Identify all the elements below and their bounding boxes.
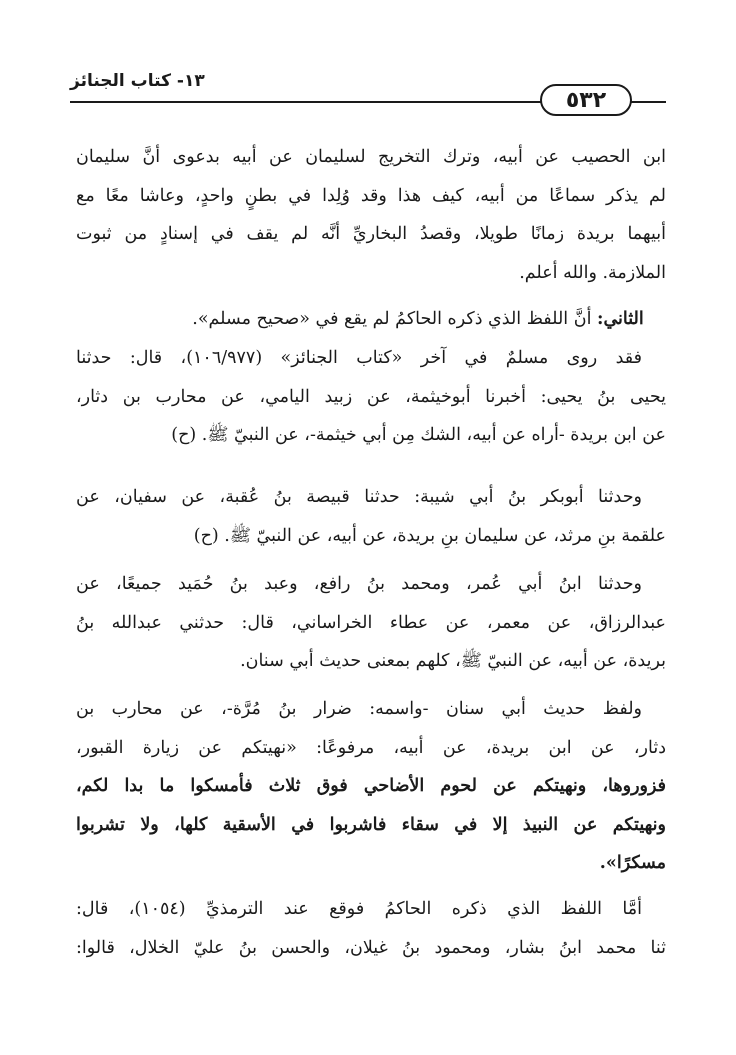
paragraph-2 — [76, 300, 666, 339]
heading-second: الثاني: — [597, 309, 644, 329]
hadith-text-line: فزوروها، ونهيتكم عن لحوم الأضاحي فوق ثلاث فأمسكوا ما بدا لكم، — [76, 776, 666, 796]
text-line: دثار، عن ابن بريدة، عن أبيه، مرفوعًا: «نهيتكم عن زيارة القبور، — [76, 737, 666, 758]
paragraph-1 — [76, 138, 666, 292]
text-line: لم يذكر سماعًا من أبيه، كيف هذا وقد وُلِدا في بطنٍ واحدٍ، وعاشا معًا مع — [76, 185, 666, 206]
text-line: عن ابن بريدة -أراه عن أبيه، الشك مِن أبي خيثمة-، عن النبيّ ﷺ. (ح) — [171, 425, 666, 445]
hadith-text-line: مسكرًا». — [599, 853, 666, 873]
text-line: أبيهما بريدة زمانًا طويلا، وقصدُ البخاريِّ أنَّه لم يقف في إسنادٍ من ثبوت — [76, 224, 666, 244]
text-line: عبدالرزاق، عن معمر، عن عطاء الخراساني، قال: حدثني عبدالله بنُ — [76, 612, 666, 633]
text-line: يحيى بنُ يحيى: أخبرنا أبوخيثمة، عن زبيد اليامي، عن محارب بن دثار، — [76, 386, 666, 407]
text-line: علقمة بنِ مرثد، عن سليمان بنِ بريدة، عن أبيه، عن النبيّ ﷺ. (ح) — [193, 525, 666, 546]
paragraph-3 — [76, 339, 666, 455]
text-line: أمَّا اللفظ الذي ذكره الحاكمُ فوقع عند الترمذيِّ (١٠٥٤)، قال: — [76, 899, 642, 919]
text-line: وحدثنا ابنُ أبي عُمر، ومحمد بنُ رافع، وعبد بنُ حُمَيد جميعًا، عن — [76, 574, 642, 594]
text-line: ثنا محمد ابنُ بشار، ومحمود بنُ غيلان، والحسن بنُ عليّ الخلال، قالوا: — [76, 937, 666, 958]
page-number: ٥٣٢ — [540, 84, 632, 116]
text-line: وحدثنا أبوبكر بنُ أبي شيبة: حدثنا قبيصة بنُ عُقبة، عن سفيان، عن — [76, 487, 642, 507]
text-line: بريدة، عن أبيه، عن النبيّ ﷺ، كلهم بمعنى حديث أبي سنان. — [240, 651, 666, 671]
text-line: فقد روى مسلمٌ في آخر «كتاب الجنائز» (١٠٦/٩٧٧)، قال: حدثنا — [76, 348, 642, 368]
paragraph-5 — [76, 565, 666, 681]
text-line: ابن الحصيب عن أبيه، وترك التخريج لسليمان عن أبيه بدعوى أنَّ سليمان — [76, 147, 666, 167]
text-line: ولفظ حديث أبي سنان -واسمه: ضرار بنُ مُرَّة-، عن محارب بن — [76, 699, 642, 719]
text-line: الملازمة. والله أعلم. — [519, 262, 666, 283]
paragraph-4 — [76, 478, 666, 555]
page-header — [70, 64, 666, 113]
running-title: ١٣- كتاب الجنائز — [70, 71, 205, 91]
hadith-text-line: ونهيتكم عن النبيذ إلا في سقاء فاشربوا في الأسقية كلها، ولا تشربوا — [76, 814, 666, 835]
text-line — [76, 300, 666, 339]
paragraph-7 — [76, 890, 666, 967]
paragraph-6 — [76, 690, 666, 883]
text-span: أنَّ اللفظ الذي ذكره الحاكمُ لم يقع في «صحيح مسلم». — [192, 309, 597, 329]
